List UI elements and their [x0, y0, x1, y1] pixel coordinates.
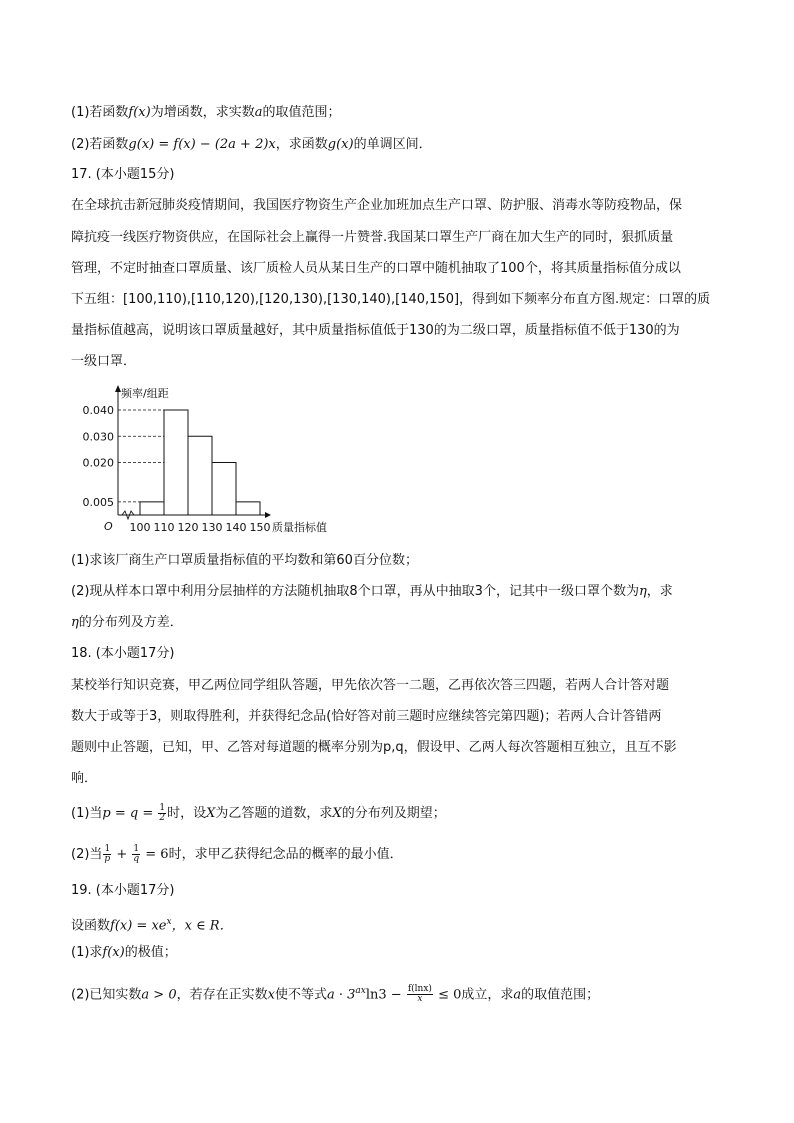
q19-line1-suffix: ，x ∈ R． — [171, 918, 233, 934]
q19-line1-exponent: x — [166, 917, 172, 927]
q18-part1-expr: p = q = — [102, 806, 158, 821]
q16-part2-gx: g(x) — [327, 137, 354, 152]
equals-six: = 6 — [141, 847, 169, 862]
q19-line1-prefix: 设函数 — [71, 918, 111, 934]
y-tick-label: 0.020 — [82, 456, 114, 470]
q18-part2 — [71, 845, 403, 864]
fraction-denominator: 2 — [159, 813, 166, 823]
q16-part1-mid: 为增函数，求实数 — [150, 105, 255, 120]
q19-part2-exponent: ax — [355, 986, 366, 996]
q17-para-line: 障抗疫一线医疗物资供应，在国际社会上赢得一片赞誉.我国某口罩生产厂商在加大生产的同时，狠抓质量 — [71, 230, 674, 245]
fraction-numerator: 1 — [133, 844, 140, 854]
fraction-numerator: 1 — [104, 844, 111, 854]
histogram-bar — [212, 463, 236, 516]
q19-part1-suffix: 的极值； — [124, 945, 177, 960]
y-axis-label: 频率/组距 — [121, 387, 169, 400]
q17-part1: (1)求该厂商生产口罩质量指标值的平均数和第60百分位数； — [71, 553, 418, 568]
x-tick-label: 140 — [225, 521, 247, 534]
fraction-numerator: f(lnx) — [407, 984, 432, 995]
q17-part2-line1 — [71, 583, 673, 601]
q16-part2-prefix: (2)若函数 — [71, 137, 129, 152]
q19-part2-mid2: 使不等式 — [274, 987, 327, 1003]
x-tick-label: 120 — [177, 521, 199, 534]
q16-part2-formula: g(x) = f(x) − (2a + 2)x — [128, 137, 276, 152]
q18-part1-X: X — [206, 806, 216, 821]
fraction-one-over-q — [132, 845, 140, 864]
q19-part2 — [71, 982, 599, 1004]
q18-part2-suffix: 时，求甲乙获得纪念品的概率的最小值． — [168, 847, 403, 862]
x-axis-label: 质量指标值 — [272, 521, 327, 534]
q17-part2-line2 — [71, 614, 183, 632]
q18-part1-prefix: (1)当 — [71, 806, 103, 821]
q19-part2-suffix2: 的取值范围； — [521, 987, 600, 1003]
q16-part1-prefix: (1)若函数 — [71, 105, 129, 120]
fraction-denominator: p — [104, 854, 111, 864]
plus-sign: + — [112, 847, 132, 862]
q17-para-line: 量指标值越高，说明该口罩质量越好，其中质量指标值低于130的为二级口罩，质量指标值不低于130的为 — [71, 323, 680, 338]
histogram-bar — [140, 502, 164, 515]
q18-para-line: 题则中止答题，已知，甲、乙答对每道题的概率分别为p,q，假设甲、乙两人每次答题相互独立，且互不影 — [71, 740, 677, 755]
histogram-bar — [236, 502, 260, 515]
q19-part2-cond: a > 0 — [141, 987, 177, 1003]
x-tick-label: 110 — [153, 521, 175, 534]
fraction-numerator: 1 — [159, 803, 166, 813]
q19-part2-expr1: a · 3 — [326, 987, 356, 1003]
y-tick-label: 0.005 — [82, 495, 114, 509]
origin-label: O — [104, 520, 113, 533]
q19-part2-expr3: ≤ 0 — [433, 987, 462, 1003]
q18-para-line: 数大于或等于3，则取得胜利，并获得纪念品(恰好答对前三题时应继续答完第四题)；若两人合计答错两 — [71, 709, 662, 724]
fraction-one-over-p — [103, 845, 111, 864]
q17-part2-text2: 的分布列及方差． — [78, 615, 183, 630]
q19-part2-x: x — [267, 987, 275, 1003]
q17-part2-eta: η — [638, 584, 647, 599]
q17-para-line: 在全球抗击新冠肺炎疫情期间，我国医疗物资生产企业加班加点生产口罩、防护服、消毒水等防疫物品，保 — [71, 198, 683, 213]
y-tick-label: 0.030 — [82, 430, 114, 444]
y-tick-label: 0.040 — [82, 404, 114, 417]
x-tick-label: 100 — [129, 521, 151, 534]
x-axis-arrow — [265, 512, 271, 518]
q18-part2-prefix: (2)当 — [71, 847, 103, 862]
q18-part1-suffix: 的分布列及期望； — [341, 806, 446, 821]
q19-part2-a: a — [513, 987, 522, 1003]
q17-para-line: 下五组：[100,110),[110,120),[120,130),[130,140),[140,150]，得到如下频率分布直方图.规定：口罩的质 — [71, 292, 711, 307]
q19-part2-expr2: ln3 − — [365, 987, 406, 1003]
histogram-bar — [188, 436, 212, 515]
q19-line1 — [71, 913, 233, 935]
fraction-one-half — [158, 804, 166, 823]
q18-header: 18. (本小题17分) — [71, 646, 175, 661]
q16-part1-suffix: 的取值范围； — [262, 105, 341, 120]
q17-header: 17. (本小题15分) — [71, 167, 175, 182]
histogram-bar — [164, 410, 188, 515]
q16-part1-a: a — [254, 105, 263, 120]
q18-part1-mid2: 为乙答题的道数，求 — [215, 806, 333, 821]
x-tick-label: 150 — [249, 521, 271, 534]
q19-part1-prefix: (1)求 — [71, 945, 103, 960]
q18-part1 — [71, 804, 446, 823]
q16-part2-mid: ，求函数 — [275, 137, 328, 152]
q17-part2-text: (2)现从样本口罩中利用分层抽样的方法随机抽取8个口罩，再从中抽取3个，记其中一级口罩个数为 — [71, 584, 639, 599]
q17-para-line: 管理，不定时抽查口罩质量、该厂质检人员从某日生产的口罩中随机抽取了100个，将其质量指标值分成以 — [71, 261, 681, 276]
q19-header: 19. (本小题17分) — [71, 883, 175, 898]
fraction-denominator: x — [417, 994, 423, 1005]
q19-part1 — [71, 944, 177, 962]
q19-part2-mid: ，若存在正实数 — [176, 987, 268, 1003]
fraction-denominator: q — [133, 854, 140, 864]
q17-part2-suffix: ，求 — [646, 584, 673, 599]
q17-para-line: 一级口罩． — [71, 354, 137, 369]
q16-part2-suffix: 的单调区间． — [353, 137, 432, 152]
q19-part2-prefix: (2)已知实数 — [71, 987, 142, 1003]
q17-part2-eta2: η — [71, 615, 79, 630]
x-tick-label: 130 — [201, 521, 223, 534]
q19-part2-suffix: 成立，求 — [461, 987, 514, 1003]
q18-part1-mid: 时，设 — [167, 806, 207, 821]
q18-part1-X2: X — [332, 806, 342, 821]
q16-part1-fx: f(x) — [128, 105, 151, 120]
fraction-f-lnx-over-x — [407, 985, 433, 1004]
q18-para-line: 某校举行知识竞赛，甲乙两位同学组队答题，甲先依次答一二题，乙再依次答三四题，若两人合计答对题 — [71, 678, 670, 693]
q18-para-line: 响． — [71, 771, 98, 786]
q19-part1-fx: f(x) — [102, 945, 125, 960]
q19-line1-formula: f(x) = xe — [110, 918, 167, 934]
